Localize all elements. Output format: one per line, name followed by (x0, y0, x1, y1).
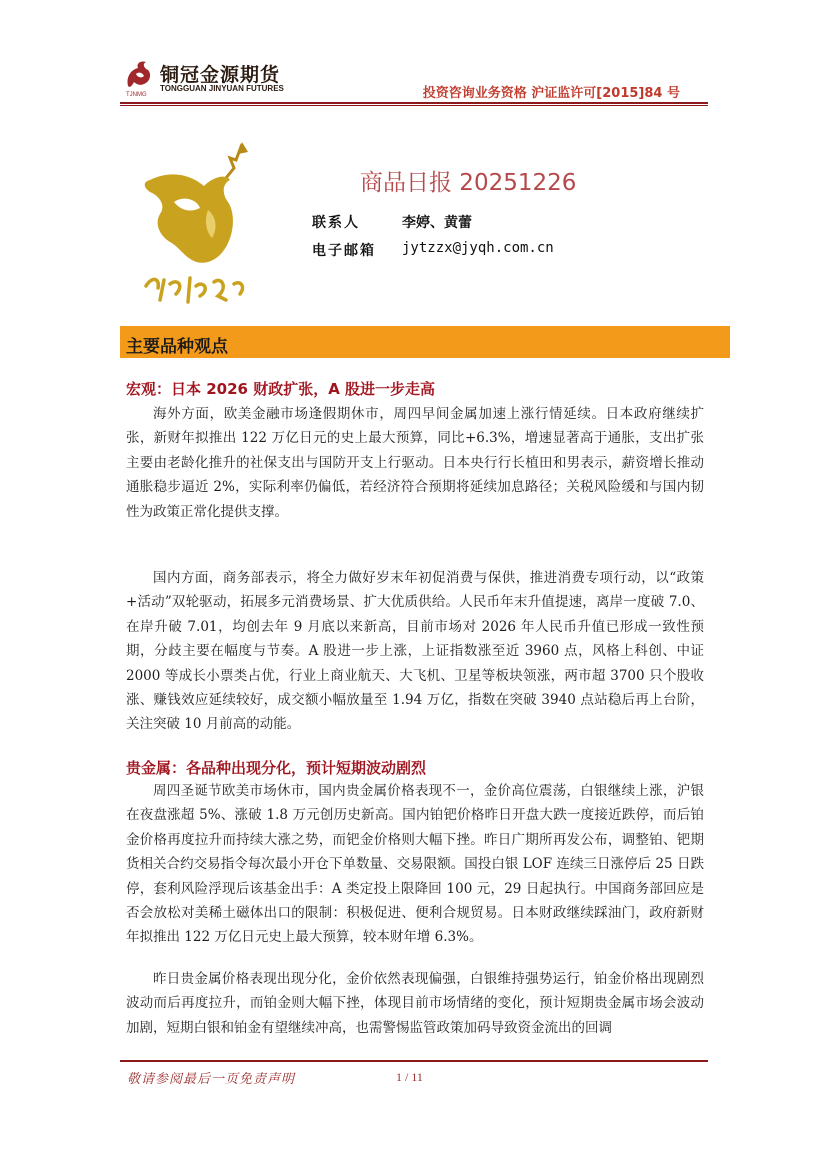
header-divider (120, 102, 708, 104)
macro-heading: 宏观：日本 2026 财政扩张，A 股进一步走高 (126, 380, 436, 398)
contact-label: 联系人 (312, 215, 360, 231)
company-name-en: TONGGUAN JINYUAN FUTURES (160, 84, 284, 93)
company-abbr: TJNMG (126, 92, 147, 98)
precious-metals-paragraph-2: 昨日贵金属价格表现出现分化，金价依然表现偏强，白银维持强势运行，铂金价格出现剧烈波动而后再度拉升，而铂金则大幅下挫，体现目前市场情绪的变化，预计短期贵金属市场会波动加剧，短期白银和铂金有望继续冲高，也需警惕监管政策加码导致资金流出的回调 (126, 971, 704, 1036)
contact-value: 李婷、黄蕾 (402, 215, 472, 231)
disclaimer-note: 敬请参阅最后一页免责声明 (127, 1072, 296, 1087)
section-title: 主要品种观点 (126, 337, 228, 357)
macro-paragraph-1: 海外方面，欧美金融市场逢假期休市，周四早间金属加速上涨行情延续。日本政府继续扩张，新财年拟推出 122 万亿日元的史上最大预算，同比+6.3%，增速显著高于通胀，支出扩张主要由老龄化推升的社保支出与国防开支上行驱动。日本央行行长植田和男表示，薪资增长推动通胀稳步逼近 2%，实际利率仍偏低，若经济符合预期将延续加息路径；关税风险缓和与国内韧性为政策正常化提供支撑。 (126, 406, 704, 520)
email-link[interactable]: jytzzx@jyqh.com.cn (402, 240, 554, 256)
precious-metals-heading: 贵金属：各品种出现分化，预计短期波动剧烈 (126, 759, 427, 777)
company-name-cn: 铜冠金源期货 (160, 64, 281, 86)
macro-paragraph-2: 国内方面，商务部表示，将全力做好岁末年初促消费与保供，推进消费专项行动，以“政策+活动”双轮驱动，拓展多元消费场景、扩大优质供给。人民币年末升值提速，离岸一度破 7.0、在岸升破 7.01，均创去年 9 月底以来新高，目前市场对 2026 年人民币升值已形成一致性预期，分歧主要在幅度与节奏。A 股进一步上涨，上证指数涨至近 3960 点，风格上科创、中证 2000 等成长小票类占优，行业上商业航天、大飞机、卫星等板块领涨，两市超 3700 只个股收涨、赚钱效应延续较好，成交额小幅放量至 1.94 万亿，指数在突破 3940 点站稳后再上台阶，关注突破 10 月前高的动能。 (126, 570, 704, 733)
email-label: 电子邮箱 (312, 243, 376, 259)
header-divider-thin (120, 105, 708, 106)
license-text: 投资咨询业务资格 沪证监许可[2015]84 号 (422, 86, 680, 101)
emblem-logo-icon (130, 140, 280, 320)
company-logo-icon (122, 56, 156, 92)
report-title: 商品日报 20251226 (360, 170, 577, 196)
precious-metals-paragraph-1: 周四圣诞节欧美市场休市，国内贵金属价格表现不一，金价高位震荡，白银继续上涨，沪银在夜盘涨超 5%、涨破 1.8 万元创历史新高。国内铂钯价格昨日开盘大跌一度接近跌停，而后铂金价格再度拉升而持续大涨之势，而钯金价格则大幅下挫。昨日广期所再发公布，调整铂、钯期货相关合约交易指令每次最小开仓下单数量、交易限额。国投白银 LOF 连续三日涨停后 25 日跌停，套利风险浮现后该基金出手：A 类定投上限降回 100 元，29 日起执行。中国商务部回应是否会放松对美稀土磁体出口的限制：积极促进、便利合规贸易。日本财政继续踩油门，政府新财年拟推出 122 万亿日元史上最大预算，较本财年增 6.3%。 (126, 783, 704, 946)
page-number: 1 / 11 (396, 1070, 423, 1084)
footer-divider (120, 1060, 708, 1062)
